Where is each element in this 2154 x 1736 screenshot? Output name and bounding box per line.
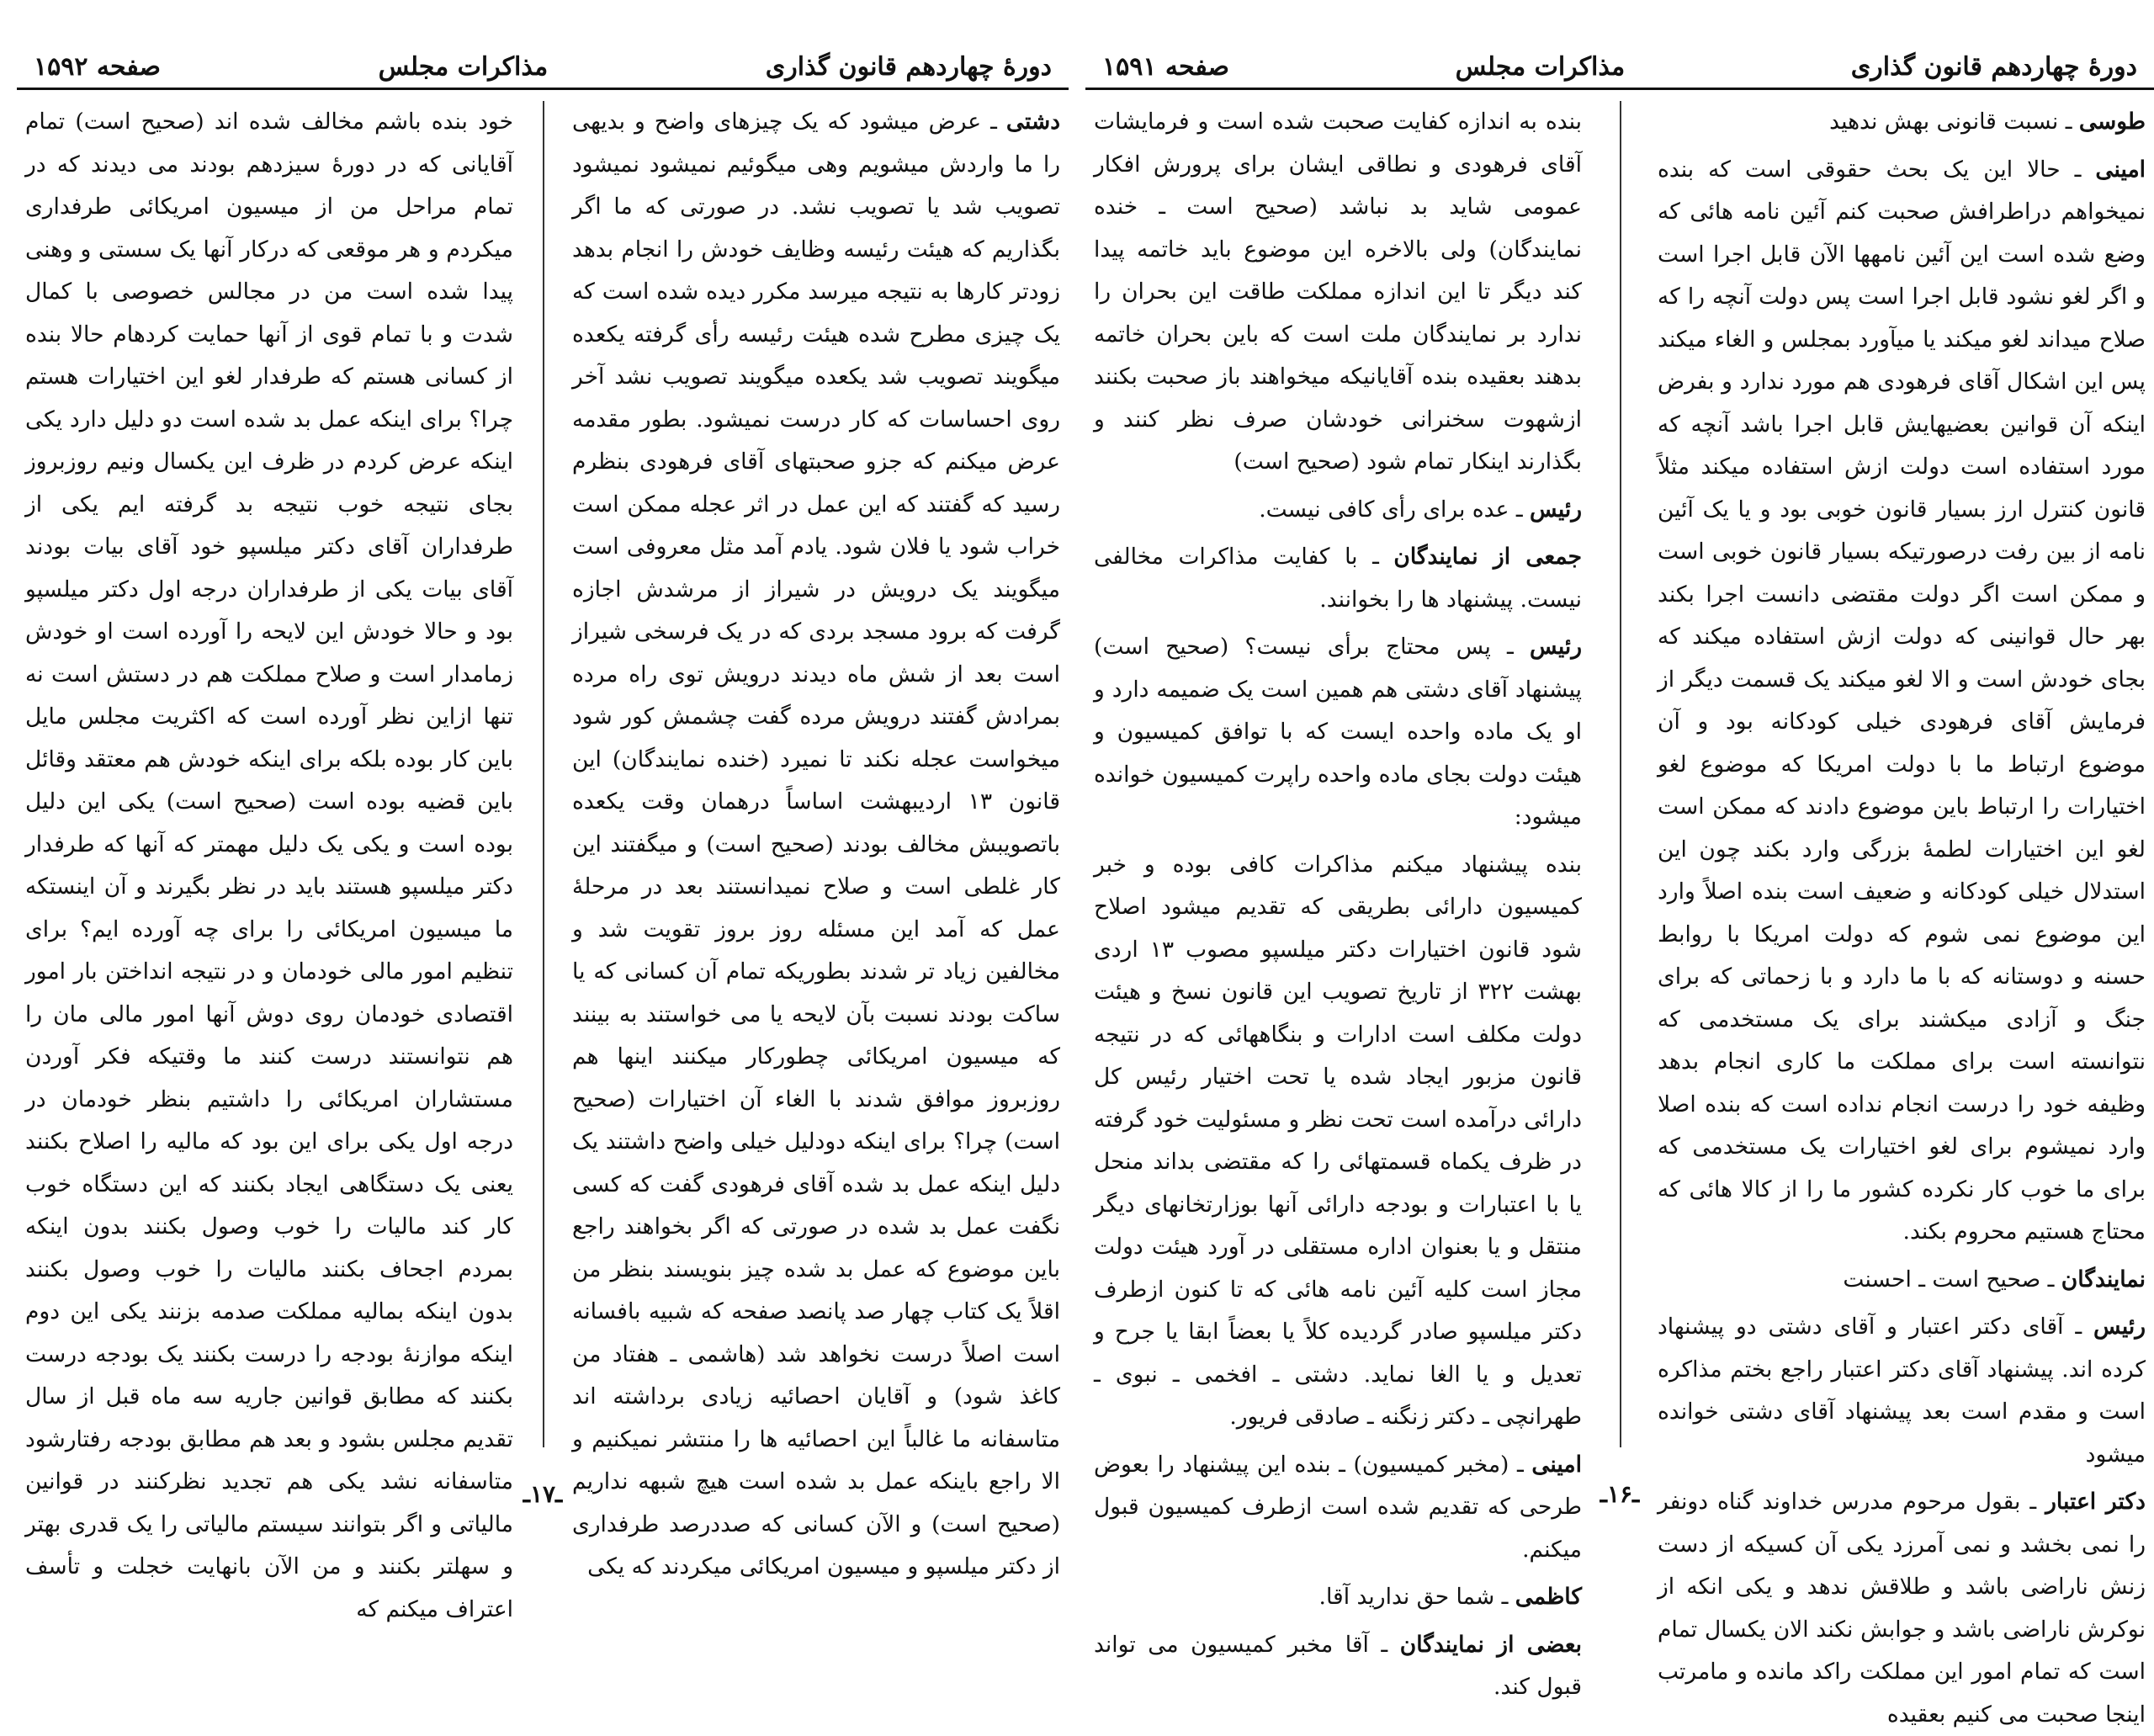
paragraph: نمایندگان ـ صحیح است ـ احسنت — [1843, 1266, 2146, 1293]
paragraph-text: بنده به اندازه کفایت صحبت شده است و فرمایشات آقای فرهودی و نطاقی ایشان برای پرورش افکار عمومی شاید بد نباشد (صحیح است ـ خنده نمایندگان) ولی بالاخره این موضوع باید خاتمه پیدا کند دیگر تا این اندازه مملکت طاقت این بحران را ندارد بر نمایندگان ملت است که باین بحران خاتمه بدهند بعقیده بنده آقایانیکه میخواهند باز صحبت بکنند ازشهوت سخنرانی خودشان صرف نظر کنند و بگذارند اینکار تمام شود (صحیح است) — [1094, 109, 1582, 475]
paragraph-text: بنده پیشنهاد میکنم مذاکرات کافی بوده و خبر کمیسیون دارائی بطریقی که تقدیم میشود اصلاح شود قانون اختیارات دکتر میلسپو مصوب ۱۳ اردی بهشت ۳۲۲ از تاریخ تصویب این قانون نسخ و هیئت دولت مکلف است ادارات و بنگاههائی که در نتیجه قانون مزبور ایجاد شده یا تحت اختیار رئیس کل دارائی درآمده است تحت نظر و مسئولیت خود گرفته در ظرف یکماه قسمتهائی را که مقتضی بداند منحل یا با اعتبارات و بودجه دارائی آنها بوزارتخانهای دیگر منتقل و یا بعنوان اداره مستقلی در آورد هیئت دولت مجاز است کلیه آئین نامه هائی که تا کنون ازطرف دکتر میلسپو صادر گردیده کلاً یا بعضاً ابقا یا جرح و تعدیل و یا الغا نماید. دشتی ـ افخمی ـ نبوی ـ طهرانچی ـ دکتر زنگنه ـ صادقی فریور. — [1094, 851, 1582, 1430]
header-section-title: مذاکرات مجلس — [1455, 51, 1626, 82]
text-column-left — [1094, 101, 1582, 1700]
header-section-title: مذاکرات مجلس — [378, 51, 549, 82]
paragraph: رئیس ـ عده برای رأی کافی نیست. — [1259, 496, 1582, 523]
paragraph: رئیس ـ آقای دکتر اعتبار و آقای دشتی دو پیشنهاد کرده اند. پیشنهاد آقای دکتر اعتبار راجع بختم مذاکره است و مقدم است بعد پیشنهاد آقای دشتی خوانده میشود — [1658, 1314, 2146, 1468]
paragraph — [1094, 101, 1582, 484]
paragraph: دشتی ـ عرض میشود که یک چیزهای واضح و بدیهی را ما واردش میشویم وهی میگوئیم نمیشود نمیشود تصویب شد یا تصویب نشد. در صورتی که ما اگر بگذاریم که هیئت رئیسه وظایف خودش را انجام بدهد زودتر کارها به نتیجه میرسد مکرر دیده شده است که یک چیزی مطرح شده هیئت رئیسه رأی گرفته یکعده میگویند تصویب شد یکعده میگویند تصویب نشد آخر روی احساسات که کار درست نمیشود. بطور مقدمه عرض میکنم که جزو صحبتهای آقای فرهودی بنظرم رسید که گفتند که این عمل در اثر عجله ممکن است خراب شود یا فلان شود. یادم آمد مثل معروفی است میگویند یک درویش در شیراز از مرشدش اجازه گرفت که برود مسجد بردی که در یک فرسخی شیراز است بعد از شش ماه دیدند درویش توی راه مرده بمرادش گفتند درویش مرده گفت چشمش کور شود میخواست عجله نکند تا نمیرد (خنده نمایندگان) این قانون ۱۳ اردیبهشت اساساً درهمان وقت یکعده باتصویبش مخالف بودند (صحیح است) و میگفتند این کار غلطی است و صلاح نمیدانستند بعد در مرحلهٔ عمل که آمد این مسئله روز بروز تقویت شد و مخالفین زیاد تر شدند بطوریکه تمام آن کسانی که یا ساکت بودند نسبت بآن لایحه یا می خواستند به بینند که میسیون امریکائی چطورکار میکنند اینها هم روزبروز موافق شدند با الغاء آن اختیارات (صحیح است) چرا؟ برای اینکه دودلیل خیلی واضح داشتند یک دلیل اینکه عمل بد شده آقای فرهودی گفت که کسی نگفت عمل بد شده در صورتی که اگر بخواهند راجع باین موضوع که عمل بد شده چیز بنویسند بنظر من اقلاً یک کتاب چهار صد پانصد صفحه که شبیه بافسانه است اصلاً درست نخواهد شد (هاشمی ـ هفتاد من کاغذ شود) و آقایان احصائیه زیادی برداشته اند متاسفانه ما غالباً این احصائیه ها را منتشر نمیکنیم و الا راجع باینکه عمل بد شده است هیچ شبهه نداریم (صحیح است) و الآن کسانی که صددرصد طرفداری از دکتر میلسپو و میسیون امریکائی میکردند که یکی — [572, 109, 1060, 1579]
paragraph: امینی ـ (مخبر کمیسیون) ـ بنده این پیشنهاد را بعوض طرحی که تقدیم شده است ازطرف کمیسیون قبول میکنم. — [1094, 1451, 1582, 1563]
column-divider — [543, 101, 544, 1447]
speaker-name: رئیس — [2093, 1314, 2146, 1340]
header-series-title: دورهٔ چهاردهم قانون گذاری — [1850, 51, 2137, 82]
paragraph: رئیس ـ پس محتاج برأی نیست؟ (صحیح است) پیشنهاد آقای دشتی هم همین است یک ضمیمه دارد و او یک ماده واحده ایست که با توافق کمیسیون و هیئت دولت بجای ماده واحده راپرت کمیسیون خوانده میشود: — [1094, 634, 1582, 830]
paragraph — [1094, 844, 1582, 1439]
speaker-name: کاظمی — [1515, 1584, 1582, 1610]
page-header — [1085, 49, 2154, 84]
paragraph: امینی ـ حالا این یک بحث حقوقی است که بنده نمیخواهم دراطرافش صحبت کنم آئین نامه هائی که وضع شده است این آئین نامهها الآن قابل اجرا است و اگر لغو نشود قابل اجرا است پس دولت آنچه را که صلاح میداند لغو میکند یا میآورد بمجلس و الغاء میکند پس این اشکال آقای فرهودی هم مورد ندارد و بفرض اینکه آن قوانین بعضیهایش قابل اجرا باشد آنچه که مورد استفاده است دولت ازش استفاده میکند مثلاً قانون کنترل ارز بسیار قانون خوبی بود و یا یک آئین نامه از بین رفت درصورتیکه بسیار قانون خوبی است و ممکن است اگر دولت مقتضی دانست اجرا بکند بهر حال قوانینی که دولت ازش استفاده میکند که بجای خودش است و الا لغو میکند یک قسمت دیگر از فرمایش آقای فرهودی خیلی کودکانه بود و آن موضوع ارتباط ما با دولت امریکا که موضوع لغو اختیارات را ارتباط باین موضوع دادند که ممکن است لغو این اختیارات لطمهٔ بزرگی وارد بکند چون این استدلال خیلی کودکانه و ضعیف است بنده اصلاً وارد این موضوع نمی شوم که دولت امریکا با روابط حسنه و دوستانه که با ما دارد و با زحماتی که برای جنگ و آزادی میکشند برای یک مستخدمی که نتوانسته است برای مملکت ما کاری انجام بدهد وظیفه خود را درست انجام نداده است که بنده اصلا وارد نمیشوم برای لغو اختیارات یک مستخدمی که برای ما خوب کار نکرده کشور ما را از کالا هائی که محتاج هستیم محروم بکند. — [1658, 156, 2146, 1245]
page-1591 — [1085, 0, 2154, 1728]
speaker-name: جمعی از نمایندگان — [1393, 544, 1582, 570]
column-divider — [1620, 101, 1621, 1447]
page-header — [17, 49, 1069, 84]
text-column-right — [1658, 101, 2146, 1728]
speaker-name: نمایندگان — [2061, 1266, 2146, 1293]
text-column-left — [25, 101, 513, 1622]
paragraph-text: آقا مخبر کمیسیون می تواند قبول کند. — [1094, 1631, 1582, 1700]
paragraph-text: عده برای رأی کافی نیست. — [1259, 496, 1509, 523]
paragraph-text: نسبت قانونی بهش ندهید — [1829, 109, 2059, 135]
header-rule — [1085, 88, 2154, 90]
paragraph: طوسی ـ نسبت قانونی بهش ندهید — [1829, 109, 2146, 135]
paragraph-text: صحیح است ـ احسنت — [1843, 1266, 2041, 1293]
speaker-name: امینی — [1531, 1451, 1582, 1478]
paragraph-text: با کفایت مذاکرات مخالفی نیست. پیشنهاد ها را بخوانند. — [1094, 544, 1582, 613]
page-folio: ـ۱۶ـ — [1600, 1480, 1640, 1508]
header-series-title: دورهٔ چهاردهم قانون گذاری — [765, 51, 1052, 82]
paragraph-text: پس محتاج برأی نیست؟ (صحیح است) پیشنهاد آقای دشتی هم همین است یک ضمیمه دارد و او یک ماده واحده ایست که با توافق کمیسیون و هیئت دولت بجای ماده واحده راپرت کمیسیون خوانده میشود: — [1094, 634, 1582, 830]
header-page-number: صفحه ۱۵۹۱ — [1102, 51, 1230, 82]
paragraph-text: بقول مرحوم مدرس خداوند گناه دونفر را نمی بخشد و نمی آمرزد یکی آن کسیکه از دست زنش ناراضی باشد و طلاقش ندهد و یکی انکه از نوکرش ناراضی باشد و جوابش نکند الان یکسال تمام است که تمام امور این مملکت راکد مانده و مامرتب اینجا صحبت می کنیم بعقیده — [1658, 1489, 2146, 1728]
header-rule — [17, 88, 1069, 90]
header-page-number: صفحه ۱۵۹۲ — [34, 51, 162, 82]
paragraph: جمعی از نمایندگان ـ با کفایت مذاکرات مخالفی نیست. پیشنهاد ها را بخوانند. — [1094, 544, 1582, 613]
page-1592 — [17, 0, 1069, 1622]
speaker-name: رئیس — [1530, 634, 1582, 660]
page-folio: ـ۱۷ـ — [523, 1480, 563, 1508]
paragraph-text: عرض میشود که یک چیزهای واضح و بدیهی را ما واردش میشویم وهی میگوئیم نمیشود نمیشود تصویب شد یا تصویب نشد. در صورتی که ما اگر بگذاریم که هیئت رئیسه وظایف خودش را انجام بدهد زودتر کارها به نتیجه میرسد مکرر دیده شده است که یک چیزی مطرح شده هیئت رئیسه رأی گرفته یکعده میگویند تصویب شد یکعده میگویند تصویب نشد آخر روی احساسات که کار درست نمیشود. بطور مقدمه عرض میکنم که جزو صحبتهای آقای فرهودی بنظرم رسید که گفتند که این عمل در اثر عجله ممکن است خراب شود یا فلان شود. یادم آمد مثل معروفی است میگویند یک درویش در شیراز از مرشدش اجازه گرفت که برود مسجد بردی که در یک فرسخی شیراز است بعد از شش ماه دیدند درویش توی راه مرده بمرادش گفتند درویش مرده گفت چشمش کور شود میخواست عجله نکند تا نمیرد (خنده نمایندگان) این قانون ۱۳ اردیبهشت اساساً درهمان وقت یکعده باتصویبش مخالف بودند (صحیح است) و میگفتند این کار غلطی است و صلاح نمیدانستند بعد در مرحلهٔ عمل که آمد این مسئله روز بروز تقویت شد و مخالفین زیاد تر شدند بطوریکه تمام آن کسانی که یا ساکت بودند نسبت بآن لایحه یا می خواستند به بینند که میسیون امریکائی چطورکار میکنند اینها هم روزبروز موافق شدند با الغاء آن اختیارات (صحیح است) چرا؟ برای اینکه دودلیل خیلی واضح داشتند یک دلیل اینکه عمل بد شده آقای فرهودی گفت که کسی نگفت عمل بد شده در صورتی که اگر بخواهند راجع باین موضوع که عمل بد شده چیز بنویسند بنظر من اقلاً یک کتاب چهار صد پانصد صفحه که شبیه بافسانه است اصلاً درست نخواهد شد (هاشمی ـ هفتاد من کاغذ شود) و آقایان احصائیه زیادی برداشته اند متاسفانه ما غالباً این احصائیه ها را منتشر نمیکنیم و الا راجع باینکه عمل بد شده است هیچ شبهه نداریم (صحیح است) و الآن کسانی که صددرصد طرفداری از دکتر میلسپو و میسیون امریکائی میکردند که یکی — [572, 109, 1060, 1579]
text-column-right — [572, 101, 1060, 1579]
speaker-name: بعضی از نمایندگان — [1399, 1631, 1582, 1658]
speaker-name: دکتر اعتبار — [2045, 1489, 2146, 1515]
paragraph — [25, 101, 513, 1631]
paragraph-text: آقای دکتر اعتبار و آقای دشتی دو پیشنهاد کرده اند. پیشنهاد آقای دکتر اعتبار راجع بختم مذاکره است و مقدم است بعد پیشنهاد آقای دشتی خوانده میشود — [1658, 1314, 2146, 1468]
speaker-name: رئیس — [1530, 496, 1582, 523]
speaker-name: دشتی — [1005, 109, 1060, 135]
paragraph-text: حالا این یک بحث حقوقی است که بنده نمیخواهم دراطرافش صحبت کنم آئین نامه هائی که وضع شده است این آئین نامهها الآن قابل اجرا است و اگر لغو نشود قابل اجرا است پس دولت آنچه را که صلاح میداند لغو میکند یا میآورد بمجلس و الغاء میکند پس این اشکال آقای فرهودی هم مورد ندارد و بفرض اینکه آن قوانین بعضیهایش قابل اجرا باشد آنچه که مورد استفاده است دولت ازش استفاده میکند مثلاً قانون کنترل ارز بسیار قانون خوبی بود و یا یک آئین نامه از بین رفت درصورتیکه بسیار قانون خوبی است و ممکن است اگر دولت مقتضی دانست اجرا بکند بهر حال قوانینی که دولت ازش استفاده میکند که بجای خودش است و الا لغو میکند یک قسمت دیگر از فرمایش آقای فرهودی خیلی کودکانه بود و آن موضوع ارتباط ما با دولت امریکا که موضوع لغو اختیارات را ارتباط باین موضوع دادند که ممکن است لغو این اختیارات لطمهٔ بزرگی وارد بکند چون این استدلال خیلی کودکانه و ضعیف است بنده اصلاً وارد این موضوع نمی شوم که دولت امریکا با روابط حسنه و دوستانه که با ما دارد و با زحماتی که برای جنگ و آزادی میکشند برای یک مستخدمی که نتوانسته است برای مملکت ما کاری انجام بدهد وظیفه خود را درست انجام نداده است که بنده اصلا وارد نمیشوم برای لغو اختیارات یک مستخدمی که برای ما خوب کار نکرده کشور ما را از کالا هائی که محتاج هستیم محروم بکند. — [1658, 156, 2146, 1245]
paragraph: بعضی از نمایندگان ـ آقا مخبر کمیسیون می تواند قبول کند. — [1094, 1631, 1582, 1700]
speaker-name: طوسی — [2078, 109, 2146, 135]
paragraph-text: (مخبر کمیسیون) ـ بنده این پیشنهاد را بعوض طرحی که تقدیم شده است ازطرف کمیسیون قبول میکنم. — [1094, 1451, 1582, 1563]
paragraph-text: خود بنده باشم مخالف شده اند (صحیح است) تمام آقایانی که در دورهٔ سیزدهم بودند می دیدند که در تمام مراحل من از میسیون امریکائی طرفداری میکردم و هر موقعی که درکار آنها یک سستی و وهنی پیدا شده است من در مجالس خصوصی با کمال شدت و با تمام قوی از آنها حمایت کردهام حالا بنده از کسانی هستم که طرفدار لغو این اختیارات هستم چرا؟ برای اینکه عمل بد شده است دو دلیل دارد یکی اینکه عرض کردم در ظرف این یکسال ونیم روزبروز بجای نتیجه خوب نتیجه بد گرفته ایم یکی از طرفداران آقای دکتر میلسپو خود آقای بیات بودند آقای بیات یکی از طرفداران درجه اول دکتر میلسپو بود و حالا خودش این لایحه را آورده است او خودش زمامدار است و صلاح مملکت هم در دستش است نه تنها ازاین نظر آورده است که اکثریت مجلس مایل باین کار بوده بلکه برای اینکه خودش هم معتقد وقائل باین قضیه بوده است (صحیح است) یکی این دلیل بوده است و یکی یک دلیل مهمتر که آنها که طرفدار دکتر میلسپو هستند باید در نظر بگیرند و آن اینستکه ما میسیون امریکائی را برای چه آورده ایم؟ برای تنظیم امور مالی خودمان و در نتیجه انداختن بار امور اقتصادی خودمان روی دوش آنها امور مالی مان را هم نتوانستند درست کنند ما وقتیکه فکر آوردن مستشاران امریکائی را داشتیم بنظر خودمان در درجه اول یکی برای این بود که مالیه را اصلاح بکنند یعنی یک دستگاهی ایجاد بکنند که این دستگاه خوب کار کند مالیات را خوب وصول بکنند بدون اینکه بمردم اجحاف بکنند مالیات را خوب وصول بکنند بدون اینکه بمالیه مملکت صدمه بزنند یکی این دوم اینکه موازنهٔ بودجه را درست بکنند یک بودجه درست بکنند که مطابق قوانین جاریه سه ماه قبل از سال تقدیم مجلس بشود و بعد هم مطابق بودجه رفتارشود متاسفانه نشد یکی هم تجدید نظرکنند در قوانین مالیاتی و اگر بتوانند سیستم مالیاتی را یک قدری بهتر و سهلتر بکنند و من الآن بانهایت خجلت و تأسف اعتراف میکنم که — [25, 109, 513, 1622]
paragraph-text: شما حق ندارید آقا. — [1318, 1584, 1495, 1610]
paragraph: کاظمی ـ شما حق ندارید آقا. — [1318, 1584, 1582, 1610]
paragraph: دکتر اعتبار ـ بقول مرحوم مدرس خداوند گناه دونفر را نمی بخشد و نمی آمرزد یکی آن کسیکه از دست زنش ناراضی باشد و طلاقش ندهد و یکی انکه از نوکرش ناراضی باشد و جوابش نکند الان یکسال تمام است که تمام امور این مملکت راکد مانده و مامرتب اینجا صحبت می کنیم بعقیده — [1658, 1489, 2146, 1728]
speaker-name: امینی — [2095, 156, 2146, 183]
